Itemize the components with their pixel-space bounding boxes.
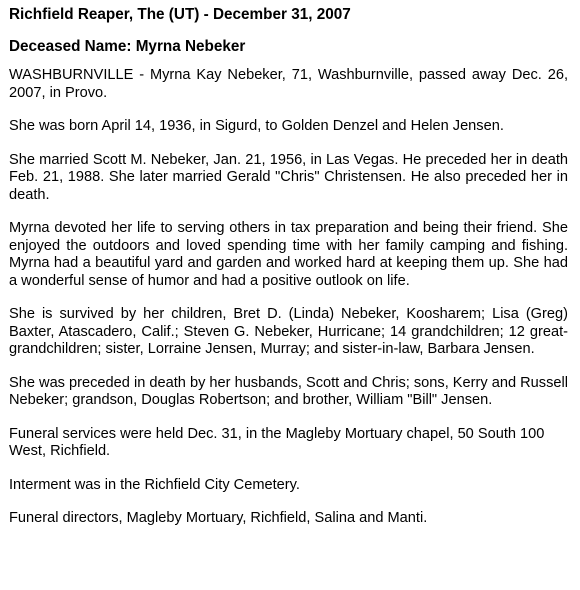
paragraph-marriages: She married Scott M. Nebeker, Jan. 21, 1956, in Las Vegas. He preceded her in death Feb. 21, 1988. She later married Gerald "Chris" Christensen. He also preceded her in death. [9, 151, 568, 203]
deceased-name-heading: Deceased Name: Myrna Nebeker [9, 38, 246, 55]
paragraph-directors: Funeral directors, Magleby Mortuary, Richfield, Salina and Manti. [9, 510, 428, 526]
paragraph-funeral: Funeral services were held Dec. 31, in the Magleby Mortuary chapel, 50 South 100 West, Richfield. [9, 425, 545, 459]
paragraph-survivors: She is survived by her children, Bret D. (Linda) Nebeker, Koosharem; Lisa (Greg) Baxter, Atascadero, Calif.; Steven G. Nebeker, Hurricane; 14 grandchildren; 12 great-grandchildren; sister, Lorraine Jensen, Murray; and sister-in-law, Barbara Jensen. [9, 306, 568, 357]
paragraph-preceded: She was preceded in death by her husbands, Scott and Chris; sons, Kerry and Russell Nebeker; grandson, Douglas Robertson; and brother, William "Bill" Jensen. [9, 374, 568, 408]
newspaper-headline: Richfield Reaper, The (UT) - December 31, 2007 [9, 6, 351, 23]
paragraph-birth: She was born April 14, 1936, in Sigurd, to Golden Denzel and Helen Jensen. [9, 118, 504, 134]
paragraph-announcement: WASHBURNVILLE - Myrna Kay Nebeker, 71, Washburnville, passed away Dec. 26, 2007, in Provo. [9, 67, 568, 101]
paragraph-life: Myrna devoted her life to serving others in tax preparation and being their friend. She enjoyed the outdoors and loved spending time with her family camping and fishing. Myrna had a beautiful yard and garden and worked hard at keeping them up. She had a wonderful sense of humor and had a positive outlook on life. [9, 220, 568, 289]
paragraph-interment: Interment was in the Richfield City Cemetery. [9, 476, 300, 493]
